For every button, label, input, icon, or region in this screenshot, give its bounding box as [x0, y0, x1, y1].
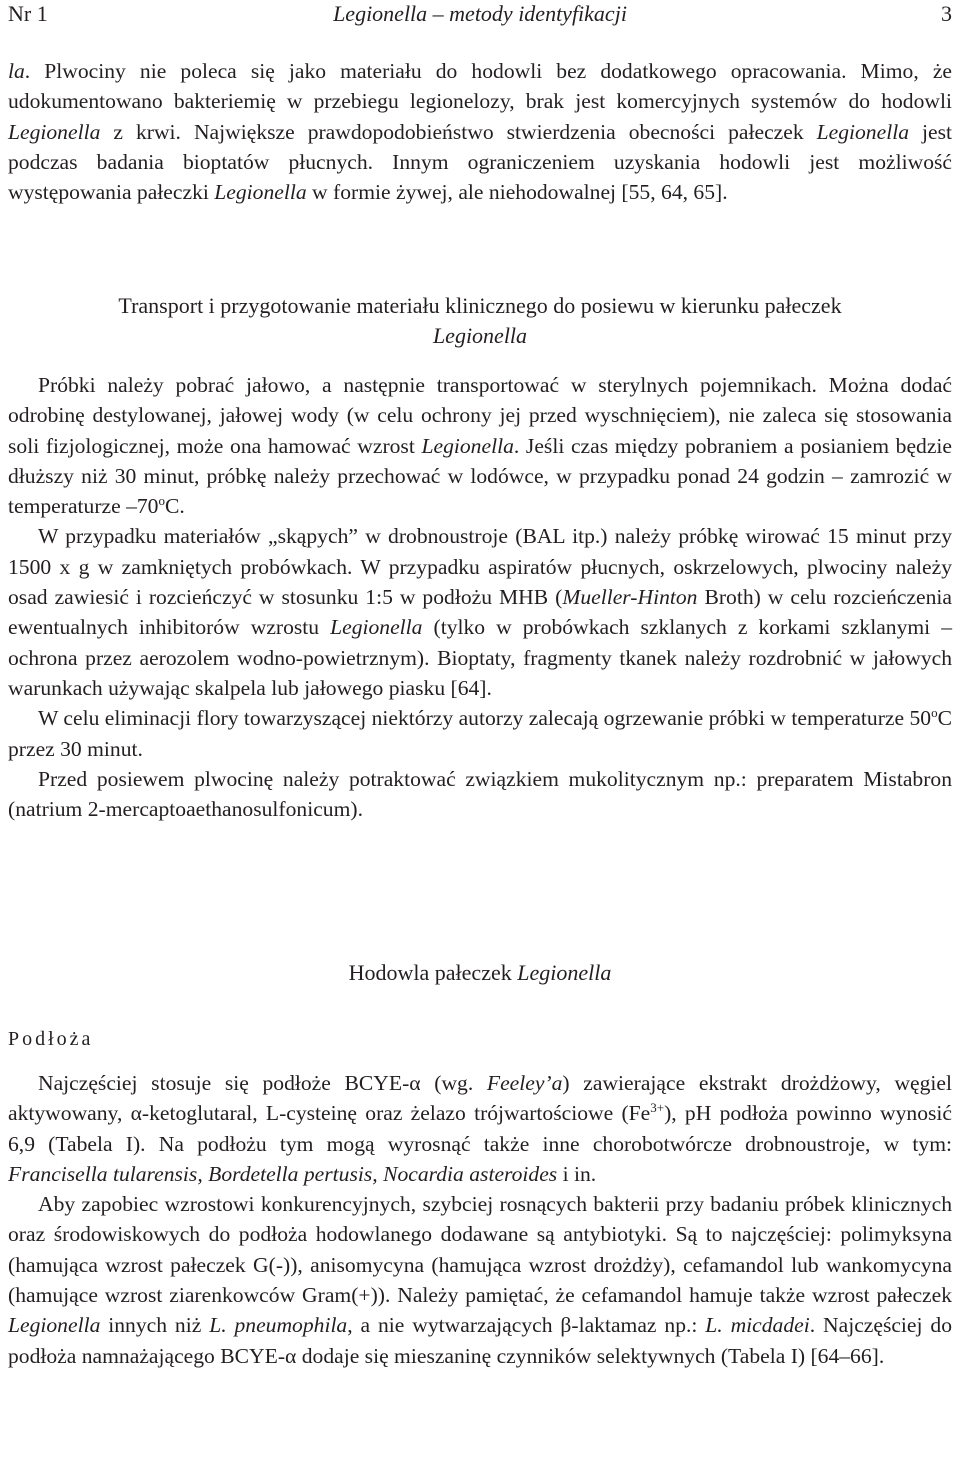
italic-term: la — [8, 59, 25, 83]
italic-term: Mueller-Hinton — [562, 585, 698, 610]
italic-term: Legionella — [421, 433, 514, 458]
issue-number: Nr 1 — [8, 1, 48, 26]
italic-term: Feeley’a — [486, 1071, 563, 1095]
italic-term: Legionella — [8, 1313, 101, 1338]
italic-term: Legionella — [816, 119, 909, 144]
italic-term: L. pneumophila — [209, 1313, 348, 1338]
superscript: o — [931, 705, 938, 721]
italic-term: Legionella — [214, 180, 307, 205]
italic-term: Francisella tularensis, Bordetella pertusis, Nocardia asteroides — [8, 1161, 558, 1186]
section-heading-transport: Transport i przygotowanie materiału klinicznego do posiewu w kierunku pałeczek Legionella — [118, 293, 842, 348]
section-heading-culture: Hodowla pałeczek Legionella — [348, 960, 612, 985]
subsection-heading-media: Podłoża — [8, 1028, 94, 1050]
section-culture-body — [8, 1068, 952, 1371]
italic-term: Legionella — [517, 960, 612, 985]
superscript: 3+ — [650, 1100, 665, 1116]
intro-block — [8, 56, 952, 207]
italic-term: Legionella — [330, 615, 423, 640]
paragraph: W przypadku materiałów „skąpych” w drobnoustroje (BAL itp.) należy próbkę wirować 15 minut przy 1500 x g w zamkniętych probówkach. W przypadku aspiratów płucnych, oskrzelowych, plwociny należy osad zawiesić i rozcieńczyć w stosunku 1:5 w podłożu MHB (Mueller-Hinton Broth) w celu rozcieńczenia ewentualnych inhibitorów wzrostu Legionella (tylko w probówkach szklanych z korkami szklanymi – ochrona przez aerozolem wodno-powietrznym). Bioptaty, fragmenty tkanek należy rozdrobnić w jałowych warunkach używając skalpela lub jałowego piasku [64]. — [8, 524, 953, 700]
superscript: o — [158, 493, 165, 508]
paragraph: W celu eliminacji flory towarzyszącej niektórzy autorzy zalecają ogrzewanie próbki w temperaturze 50$^o$C przez 30 minut. — [8, 705, 952, 761]
running-header — [8, 0, 952, 28]
paragraph: Aby zapobiec wzrostowi konkurencyjnych, szybciej rosnących bakterii przy badaniu próbek klinicznych oraz środowiskowych do podłoża hodowlanego dodawane są antybiotyki. Są to najczęściej: polimyksyna (hamująca wzrost pałeczek G(-)), anisomycyna (hamująca wzrost drożdży), cefamandol lub wankomycyna (hamujące wzrost ziarenkowców Gram(+)). Należy pamiętać, że cefamandol hamuje także wzrost pałeczek Legionella innych niż L. pneumophila, a nie wytwarzających β-laktamaz np.: L. micdadei. Najczęściej do podłoża namnażającego BCYE-α dodaje się mieszaninę czynników selektywnych (Tabela I) [64–66]. — [8, 1192, 952, 1368]
paragraph: Przed posiewem plwocinę należy potraktować związkiem mukolitycznym np.: preparatem Mistabron (natrium 2-mercaptoaethanosulfonicum). — [8, 766, 952, 822]
page-number: 3 — [941, 1, 952, 26]
section-transport-body — [8, 370, 952, 824]
italic-term: L. micdadei — [705, 1313, 810, 1338]
paragraph: Najczęściej stosuje się podłoże BCYE-α (wg. Feeley’a) zawierające ekstrakt drożdżowy, węgiel aktywowany, α-ketoglutaral, L-cysteinę oraz żelazo trójwartościowe $(Fe^{3+})$, pH podłoża powinno wynosić 6,9 (Tabela I). Na podłożu tym mogą wyrosnąć także inne chorobotwórcze drobnoustroje, w tym: Francisella tularensis, Bordetella pertusis, Nocardia asteroides i in. — [8, 1071, 952, 1186]
italic-term: Legionella — [8, 119, 101, 144]
running-title: Legionella – metody identyfikacji — [333, 1, 627, 26]
paragraph: Próbki należy pobrać jałowo, a następnie transportować w sterylnych pojemnikach. Można dodać odrobinę destylowanej, jałowej wody (w celu ochrony jej przed wyschnięciem), nie zaleca się stosowania soli fizjologicznej, może ona hamować wzrost Legionella. Jeśli czas między pobraniem a posianiem będzie dłuższy niż 30 minut, próbkę należy przechować w lodówce, w przypadku ponad 24 godzin – zamrozić w temperaturze –70$^o$C. — [8, 373, 952, 519]
italic-term: Legionella — [432, 323, 528, 348]
paragraph: la. Plwociny nie poleca się jako materiału do hodowli bez dodatkowego opracowania. Mimo, że udokumentowano bakteriemię w przebiegu legionelozy, brak jest komercyjnych systemów do hodowli Legionella z krwi. Największe prawdopodobieństwo stwierdzenia obecności pałeczek Legionella jest podczas badania bioptatów płucnych. Innym ograniczeniem uzyskania hodowli jest możliwość występowania pałeczki Legionella w formie żywej, ale niehodowalnej [55, 64, 65]. — [8, 59, 952, 205]
